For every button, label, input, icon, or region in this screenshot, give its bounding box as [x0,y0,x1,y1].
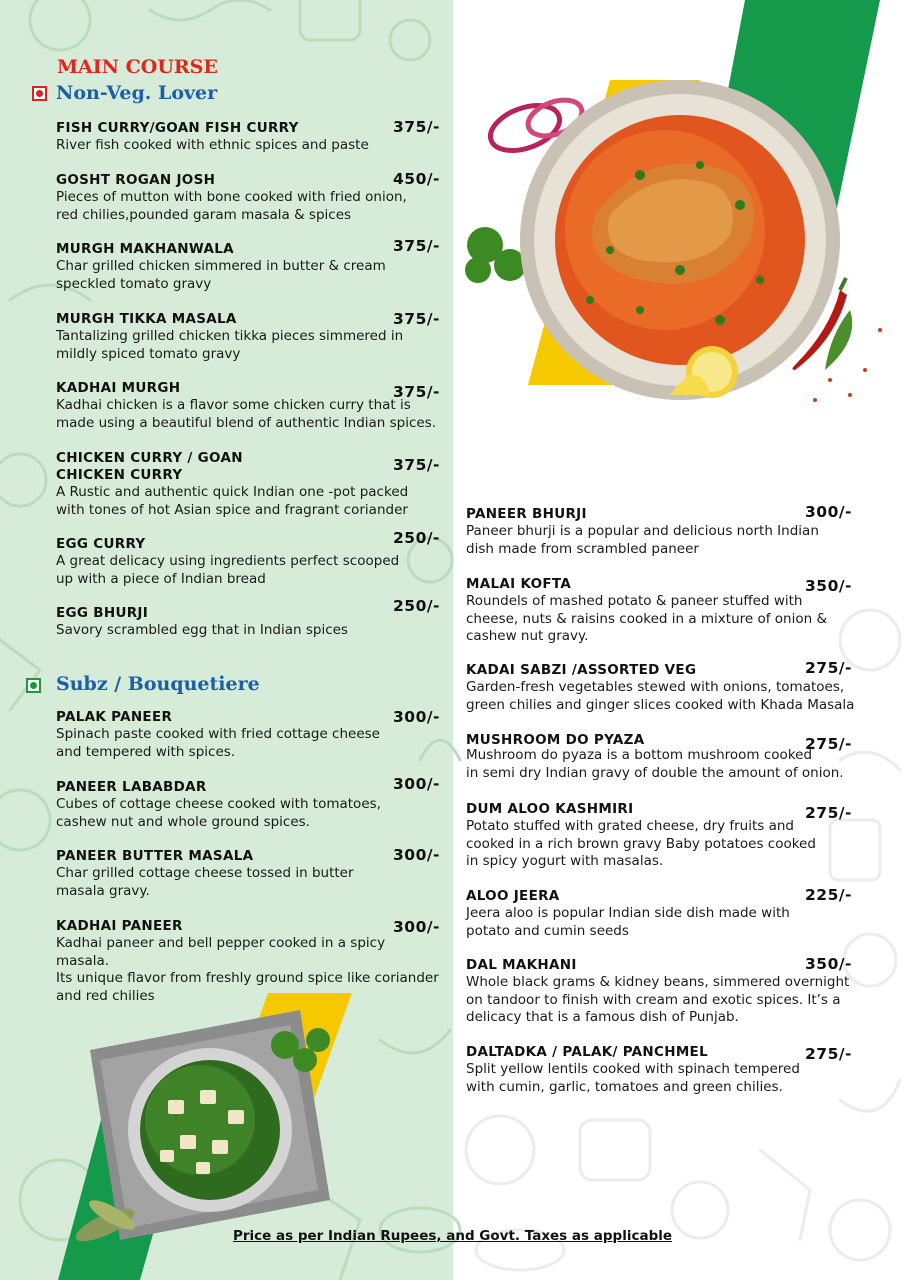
item-name: DAL MAKHANI [466,957,577,973]
item-price: 250/- [393,529,440,547]
item-description: Mushroom do pyaza is a bottom mushroom cooked in semi dry Indian gravy of double the amount of onion. [466,747,844,781]
item-price: 375/- [393,383,440,401]
item-name: MURGH TIKKA MASALA [56,311,237,327]
item-description: Cubes of cottage cheese cooked with tomatoes, cashew nut and whole ground spices. [56,796,381,830]
page-title: MAIN COURSE [57,56,218,78]
menu-item-murgh-makhanwala [56,241,386,293]
menu-item-kadhai-murgh [56,380,436,432]
menu-item-egg-bhurji [56,605,348,640]
non-veg-mark-icon [32,86,47,101]
item-description: Whole black grams & kidney beans, simmered overnight on tandoor to finish with cream and exotic spices. It’s a delicacy that is a famous dish of Punjab. [466,974,850,1025]
item-description: Char grilled chicken simmered in butter & cream speckled tomato gravy [56,258,386,292]
veg-mark-icon [26,678,41,693]
item-description: Kadhai paneer and bell pepper cooked in a spicy masala. Its unique flavor from freshly ground spice like coriander and red chilies [56,935,439,1004]
item-name: PANEER BHURJI [466,506,587,522]
item-description: Savory scrambled egg that in Indian spices [56,622,348,638]
item-price: 375/- [393,456,440,474]
item-name: MURGH MAKHANWALA [56,241,234,257]
item-description: Potato stuffed with grated cheese, dry fruits and cooked in a rich brown gravy Baby potatoes cooked in spicy yogurt with masalas. [466,818,816,869]
menu-item-kadai-sabzi [466,662,854,714]
menu-item-murgh-tikka-masala [56,311,403,363]
item-description: Garden-fresh vegetables stewed with onions, tomatoes, green chilies and ginger slices cooked with Khada Masala [466,679,855,713]
menu-item-chicken-curry [56,450,408,519]
item-description: Kadhai chicken is a flavor some chicken curry that is made using a beautiful blend of authentic Indian spices. [56,397,437,431]
item-name: KADHAI MURGH [56,380,181,396]
menu-item-egg-curry [56,536,399,588]
item-description: Split yellow lentils cooked with spinach tempered with cumin, garlic, tomatoes and green chilies. [466,1061,800,1095]
item-name: GOSHT ROGAN JOSH [56,172,216,188]
item-name: CHICKEN CURRY / GOAN CHICKEN CURRY [56,450,243,483]
item-description: Spinach paste cooked with fried cottage cheese and tempered with spices. [56,726,380,760]
item-price: 300/- [805,503,852,521]
item-name: MUSHROOM DO PYAZA [466,732,645,748]
palak-paneer-bowl-image [72,1010,330,1248]
subz-section-title: Subz / Bouquetiere [56,673,260,695]
item-price: 450/- [393,170,440,188]
item-description: Paneer bhurji is a popular and delicious north Indian dish made from scrambled paneer [466,523,819,557]
nonveg-section-title: Non-Veg. Lover [56,82,218,104]
menu-item-paneer-bhurji [466,506,819,558]
item-name: KADAI SABZI /ASSORTED VEG [466,662,697,678]
menu-item-mushroom-do-pyaza [466,732,844,782]
item-price: 300/- [393,846,440,864]
item-price: 300/- [393,775,440,793]
item-name: PALAK PANEER [56,709,173,725]
item-description: Jeera aloo is popular Indian side dish made with potato and cumin seeds [466,905,790,939]
menu-item-gosht-rogan-josh [56,172,407,224]
item-name: PANEER LABABDAR [56,779,207,795]
item-name: EGG CURRY [56,536,146,552]
item-description: Pieces of mutton with bone cooked with fried onion, red chilies,pounded garam masala & spices [56,189,407,223]
item-name: MALAI KOFTA [466,576,572,592]
menu-item-dal-makhani [466,957,849,1027]
item-description: A great delicacy using ingredients perfect scooped up with a piece of Indian bread [56,553,400,587]
item-price: 375/- [393,310,440,328]
item-price: 275/- [805,735,852,753]
item-description: Char grilled cottage cheese tossed in butter masala gravy. [56,865,354,899]
menu-item-daltadka [466,1044,800,1096]
item-name: DUM ALOO KASHMIRI [466,801,634,817]
menu-item-palak-paneer [56,709,380,761]
menu-item-dum-aloo-kashmiri [466,801,816,871]
item-price: 300/- [393,918,440,936]
menu-item-fish-curry [56,120,369,155]
item-name: ALOO JEERA [466,888,560,904]
menu-item-paneer-lababdar [56,779,381,831]
item-name: DALTADKA / PALAK/ PANCHMEL [466,1044,708,1060]
coriander-leaf-icon [465,227,526,283]
item-price: 275/- [805,659,852,677]
item-name: EGG BHURJI [56,605,149,621]
item-description: A Rustic and authentic quick Indian one -pot packed with tones of hot Asian spice and fragrant coriander [56,484,409,518]
item-description: Tantalizing grilled chicken tikka pieces simmered in mildly spiced tomato gravy [56,328,404,362]
item-price: 350/- [805,577,852,595]
item-price: 375/- [393,237,440,255]
fish-curry-bowl-image [520,80,840,400]
item-price: 275/- [805,1045,852,1063]
item-name: PANEER BUTTER MASALA [56,848,254,864]
menu-item-paneer-butter-masala [56,848,354,900]
item-price: 225/- [805,886,852,904]
item-price: 300/- [393,708,440,726]
item-description: River fish cooked with ethnic spices and paste [56,137,369,153]
item-price: 250/- [393,597,440,615]
item-price: 375/- [393,118,440,136]
item-name: FISH CURRY/GOAN FISH CURRY [56,120,299,136]
item-name: KADHAI PANEER [56,918,183,934]
menu-item-malai-kofta [466,576,827,646]
item-description: Roundels of mashed potato & paneer stuffed with cheese, nuts & raisins cooked in a mixture of onion & cashew nut gravy. [466,593,827,644]
menu-item-aloo-jeera [466,888,790,940]
item-price: 350/- [805,955,852,973]
menu-item-kadhai-paneer [56,918,439,1005]
item-price: 275/- [805,804,852,822]
tax-note: Price as per Indian Rupees, and Govt. Taxes as applicable [232,1228,673,1244]
